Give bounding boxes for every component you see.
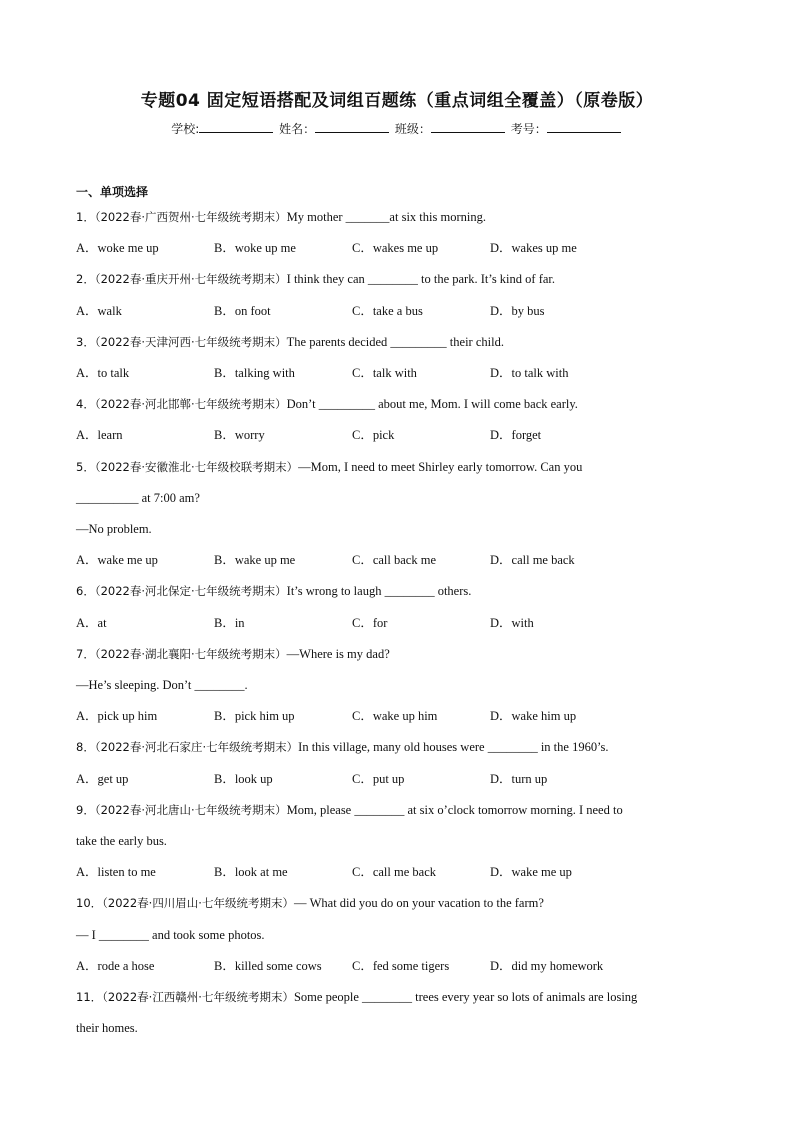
question-number: 10． [76,896,103,911]
question-stem-continued [76,833,167,849]
name-label: 姓名： [279,122,316,136]
question-source: （2022春·河北唐山·七年级统考期末） [94,802,287,817]
answer-option[interactable]: A．learn [76,428,123,443]
question-number: 2． [76,272,95,287]
answer-option[interactable]: C．take a bus [352,303,423,318]
answer-option[interactable]: B．worry [214,428,265,443]
answer-option[interactable]: C．talk with [352,366,417,380]
question-source: （2022春·重庆开州·七年级统考期末） [94,272,287,287]
question-stem [76,583,471,599]
question-source: （2022春·安徽淮北·七年级校联考期末） [94,459,299,474]
answer-option[interactable]: A．woke me up [76,241,159,256]
answer-option[interactable]: B．look at me [214,865,288,880]
answer-option[interactable]: C．pick [352,428,395,443]
question-source: （2022春·广西贺州·七年级统考期末） [94,210,287,224]
answer-option[interactable]: A．pick up him [76,709,158,724]
question-number: 7． [76,646,95,661]
question-stem [76,895,544,911]
question-text: I think they can ________ to the park. It’s kind of far. [286,272,556,287]
question-stem [76,989,637,1005]
question-text: __________ at 7:00 am? [76,490,200,505]
question-stem [76,271,555,287]
answer-option[interactable]: B．wake up me [214,553,296,568]
question-number: 3． [76,334,95,349]
question-text: Some people ________ trees every year so lots of animals are losing [293,990,638,1004]
student-info-line [0,120,794,137]
answer-option[interactable]: D．to talk with [490,366,569,380]
question-number: 8． [76,740,95,755]
question-number: 4． [76,397,95,412]
question-text: — What did you do on your vacation to the farm? [293,896,544,911]
answer-option[interactable]: B．on foot [214,303,271,318]
section-title: 一、单项选择 [76,185,149,199]
answer-option[interactable]: D．with [490,615,534,630]
answer-option[interactable]: B．talking with [214,366,295,380]
answer-option[interactable]: D．did my homework [490,958,604,973]
question-stem [76,396,578,412]
answer-option[interactable]: D．call me back [490,553,575,568]
question-stem [76,802,623,818]
answer-option[interactable]: A．wake me up [76,553,158,568]
class-label: 班级： [394,122,431,136]
question-source: （2022春·江西赣州·七年级统考期末） [102,990,294,1004]
answer-option[interactable]: C．call back me [352,553,436,568]
question-stem [76,209,486,225]
question-stem [76,646,390,662]
question-stem-continued [76,521,152,537]
question-number: 1． [76,210,95,224]
question-source: （2022春·河北保定·七年级统考期末） [94,584,287,599]
question-number: 6． [76,584,95,599]
answer-option[interactable]: C．fed some tigers [352,958,450,973]
answer-option[interactable]: B．pick him up [214,709,295,724]
question-text: —Where is my dad? [286,646,390,661]
answer-option[interactable]: D．by bus [490,303,545,318]
answer-option[interactable]: D．turn up [490,771,548,786]
question-stem-continued [76,677,248,693]
question-source: （2022春·四川眉山·七年级统考期末） [102,896,294,911]
question-text: Mom, please ________ at six o’clock tomorrow morning. I need to [286,802,623,817]
question-number: 11． [76,990,103,1004]
question-text: their homes. [76,1021,138,1036]
name-blank[interactable] [315,122,389,133]
question-number: 5． [76,459,95,474]
question-stem-continued [76,490,200,506]
page-title: 专题04 固定短语搭配及词组百题练（重点词组全覆盖）（原卷版） [140,91,654,111]
question-text: Don’t _________ about me, Mom. I will come back early. [286,397,578,412]
question-stem [76,739,609,755]
answer-option[interactable]: A．get up [76,771,129,786]
question-text: In this village, many old houses were ________ in the 1960’s. [298,740,609,755]
answer-option[interactable]: A．walk [76,303,122,318]
answer-option[interactable]: C．for [352,615,388,630]
question-text: My mother _______at six this morning. [286,210,486,224]
class-blank[interactable] [431,122,505,133]
question-text: —Mom, I need to meet Shirley early tomorrow. Can you [298,459,583,474]
answer-option[interactable]: D．wakes up me [490,241,577,256]
question-text: The parents decided _________ their child. [286,334,504,349]
answer-option[interactable]: B．killed some cows [214,958,322,973]
answer-option[interactable]: D．wake him up [490,709,577,724]
answer-option[interactable]: A．to talk [76,366,130,380]
answer-option[interactable]: B．look up [214,771,273,786]
answer-option[interactable]: D．wake me up [490,865,572,880]
question-source: （2022春·湖北襄阳·七年级统考期末） [94,646,287,661]
question-text: —No problem. [76,522,152,536]
exam-no-blank[interactable] [547,122,621,133]
answer-option[interactable]: C．wakes me up [352,241,439,256]
question-text: —He’s sleeping. Don’t ________. [76,678,248,692]
question-number: 9． [76,802,95,817]
question-text: take the early bus. [76,834,167,848]
question-source: （2022春·河北邯郸·七年级统考期末） [94,397,287,412]
answer-option[interactable]: C．wake up him [352,709,438,724]
question-stem [76,459,582,475]
question-text: — I ________ and took some photos. [76,927,265,942]
answer-option[interactable]: B．woke up me [214,241,296,256]
answer-option[interactable]: D．forget [490,428,542,443]
answer-option[interactable]: A．rode a hose [76,958,155,973]
school-blank[interactable] [199,122,273,133]
school-label: 学校: [171,122,200,136]
exam-no-label: 考号： [510,122,547,136]
question-stem-continued [76,927,265,943]
answer-option[interactable]: C．call me back [352,865,436,880]
answer-option[interactable]: B．in [214,615,245,630]
answer-option[interactable]: A．listen to me [76,865,156,880]
question-stem [76,334,504,350]
answer-option[interactable]: C．put up [352,771,405,786]
question-source: （2022春·河北石家庄·七年级统考期末） [94,740,299,755]
answer-option[interactable]: A．at [76,615,107,630]
question-text: It’s wrong to laugh ________ others. [286,584,472,599]
question-stem-continued [76,1020,138,1036]
question-source: （2022春·天津河西·七年级统考期末） [94,334,287,349]
